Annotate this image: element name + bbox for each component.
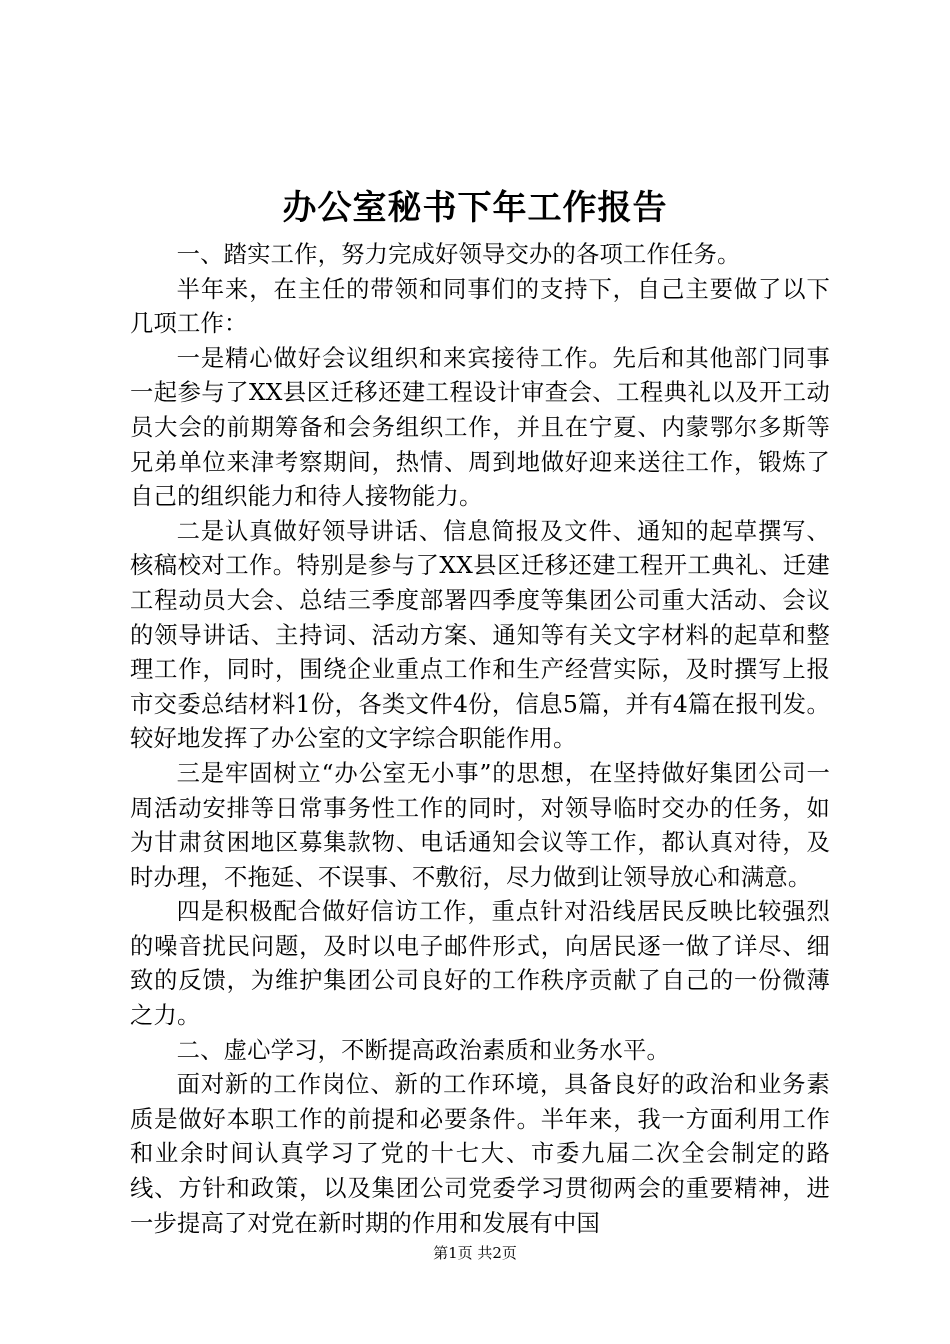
page-number-footer: 第1页 共2页: [433, 1244, 517, 1262]
paragraph-intro: 半年来，在主任的带领和同事们的支持下，自己主要做了以下几项工作：: [130, 275, 830, 338]
document-body: [130, 238, 830, 1241]
paragraph-item-2: 二是认真做好领导讲话、信息简报及文件、通知的起草撰写、核稿校对工作。特别是参与了XX县区迁移还建工程开工典礼、迁建工程动员大会、总结三季度部署四季度等集团公司重大活动、会议的领导讲话、主持词、活动方案、通知等有关文字材料的起草和整理工作，同时，围绕企业重点工作和生产经营实际，及时撰写上报市交委总结材料1份，各类文件4份，信息5篇，并有4篇在报刊发。较好地发挥了办公室的文字综合职能作用。: [130, 517, 830, 753]
paragraph-item-1: 一是精心做好会议组织和来宾接待工作。先后和其他部门同事一起参与了XX县区迁移还建工程设计审查会、工程典礼以及开工动员大会的前期筹备和会务组织工作，并且在宁夏、内蒙鄂尔多斯等兄弟单位来津考察期间，热情、周到地做好迎来送往工作，锻炼了自己的组织能力和待人接物能力。: [130, 344, 830, 511]
paragraph-section-1-heading: 一、踏实工作，努力完成好领导交办的各项工作任务。: [176, 241, 741, 268]
paragraph-item-4: 四是积极配合做好信访工作，重点针对沿线居民反映比较强烈的噪音扰民问题，及时以电子邮件形式，向居民逐一做了详尽、细致的反馈，为维护集团公司良好的工作秩序贡献了自己的一份微薄之力。: [130, 898, 830, 1030]
document-title: 办公室秘书下年工作报告: [282, 188, 668, 228]
paragraph-study: 面对新的工作岗位、新的工作环境，具备良好的政治和业务素质是做好本职工作的前提和必要条件。半年来，我一方面利用工作和业余时间认真学习了党的十七大、市委九届二次全会制定的路线、方针和政策，以及集团公司党委学习贯彻两会的重要精神，进一步提高了对党在新时期的作用和发展有中国: [130, 1071, 830, 1237]
paragraph-item-3: 三是牢固树立“办公室无小事”的思想，在坚持做好集团公司一周活动安排等日常事务性工作的同时，对领导临时交办的任务，如为甘肃贫困地区募集款物、电话通知会议等工作，都认真对待，及时办理，不拖延、不误事、不敷衍，尽力做到让领导放心和满意。: [130, 759, 830, 891]
paragraph-section-2-heading: 二、虚心学习，不断提高政治素质和业务水平。: [176, 1036, 671, 1064]
